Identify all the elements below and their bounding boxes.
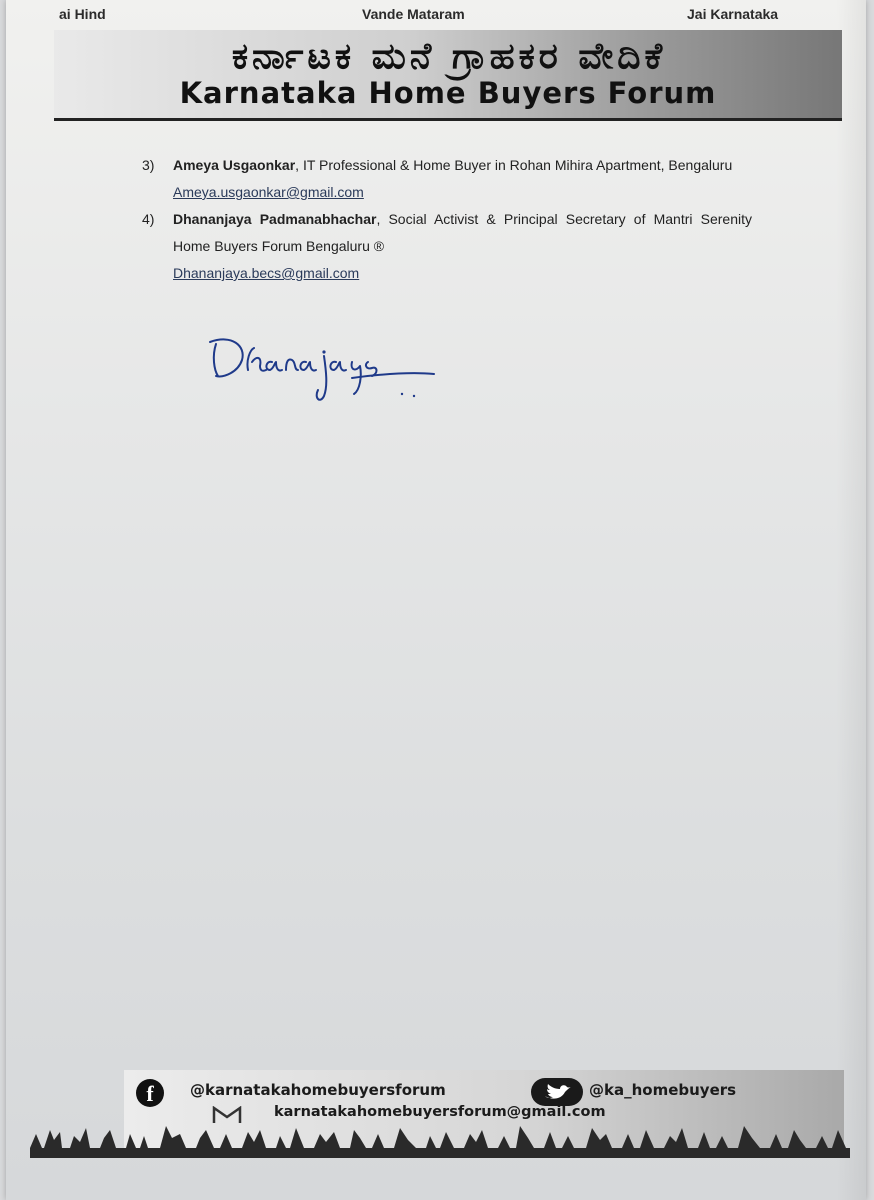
item-number: 4): [142, 211, 155, 227]
member-description: [173, 152, 752, 179]
slogan-vande-mataram: Vande Mataram: [362, 6, 465, 22]
letterhead: [54, 30, 842, 121]
mail-icon[interactable]: [212, 1106, 242, 1124]
twitter-handle[interactable]: @ka_homebuyers: [589, 1081, 737, 1099]
list-item: [142, 206, 752, 287]
member-list: [142, 152, 752, 287]
member-role: , Social Activist & Principal Secretary of Mantri Serenity Home Buyers Forum Bengaluru ®: [173, 211, 752, 254]
crowd-silhouette-border: [30, 1124, 850, 1158]
member-name: Ameya Usgaonkar: [173, 157, 296, 173]
letter-page: [6, 0, 866, 1200]
slogan-jai-karnataka: Jai Karnataka: [687, 6, 779, 22]
member-email-link[interactable]: Ameya.usgaonkar@gmail.com: [173, 184, 364, 200]
twitter-icon[interactable]: [531, 1078, 583, 1106]
member-role: , IT Professional & Home Buyer in Rohan Mihira Apartment, Bengaluru: [295, 157, 733, 173]
facebook-handle[interactable]: @karnatakahomebuyersforum: [190, 1081, 446, 1099]
page-shadow: [836, 0, 866, 1200]
organization-title: Karnataka Home Buyers Forum: [179, 76, 717, 110]
member-email-link[interactable]: Dhananjaya.becs@gmail.com: [173, 265, 360, 281]
handwritten-signature: [202, 330, 442, 410]
slogan-jai-hind: ai Hind: [59, 6, 106, 22]
footer-email-link[interactable]: karnatakahomebuyersforum@gmail.com: [274, 1104, 606, 1120]
member-description: [173, 206, 752, 260]
list-item: [142, 152, 752, 206]
member-name: Dhananjaya Padmanabhachar: [173, 211, 377, 227]
slogan-bar: [6, 6, 866, 28]
item-number: 3): [142, 157, 155, 173]
facebook-icon[interactable]: f: [136, 1079, 164, 1107]
kannada-title: ಕರ್ನಾಟಕ ಮನೆ ಗ್ರಾಹಕರ ವೇದಿಕೆ: [231, 36, 667, 77]
